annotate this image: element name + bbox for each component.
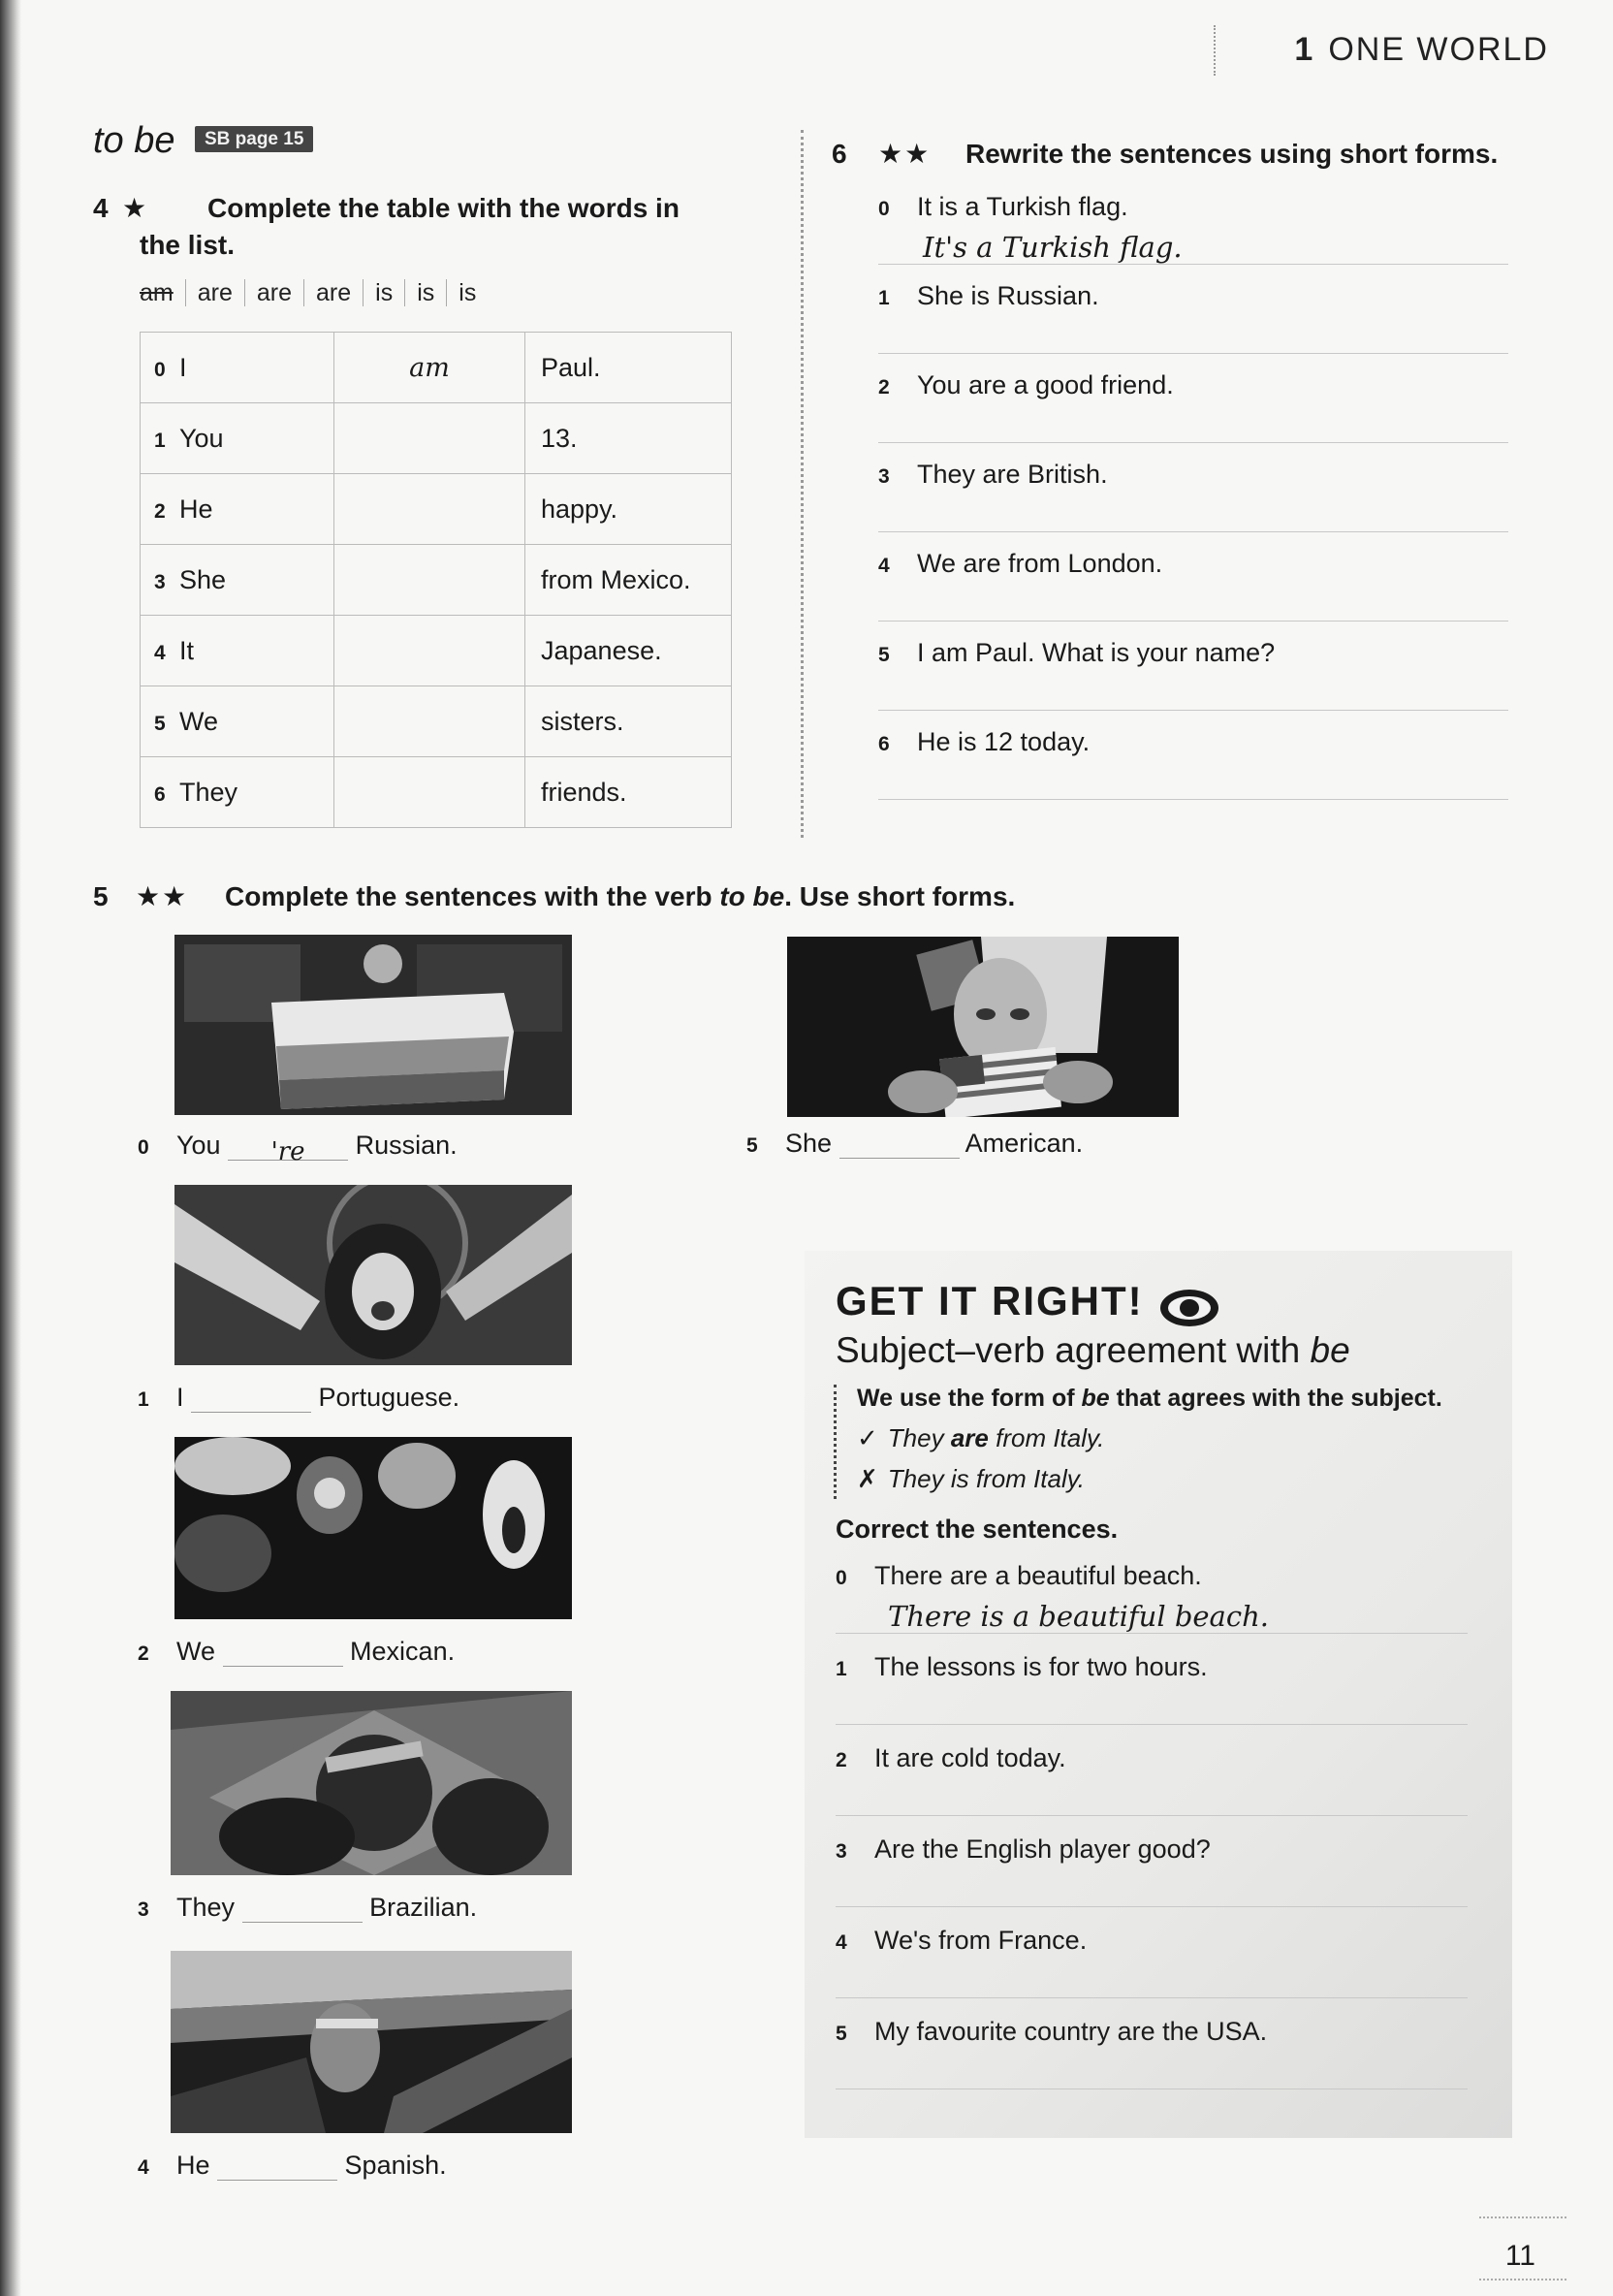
item-subject: I (176, 1383, 184, 1412)
item-number: 2 (138, 1642, 149, 1665)
answer-line[interactable] (836, 2047, 1468, 2089)
word-item: is (363, 279, 404, 306)
item-text: She is Russian. (917, 281, 1099, 310)
ex4-stars: ★ (122, 193, 149, 223)
answer-line[interactable]: There is a beautiful beach. (836, 1591, 1468, 1634)
item-number: 5 (746, 1134, 758, 1157)
row-end: friends. (525, 757, 732, 828)
table-row (141, 757, 732, 828)
verb-cell[interactable] (334, 474, 525, 545)
ex4-heading (93, 190, 752, 264)
ex6-heading (832, 136, 1498, 173)
photo-mexican-fans (174, 1437, 572, 1619)
get-it-right-subtitle (836, 1330, 1350, 1371)
answer-blank[interactable] (217, 2157, 337, 2181)
table-row (141, 403, 732, 474)
ex5-item-4 (138, 2151, 447, 2181)
word-item: is (446, 279, 488, 306)
photo-portuguese-fan (174, 1185, 572, 1365)
ex5-heading (93, 878, 1015, 915)
list-item (878, 460, 1508, 549)
item-subject: She (785, 1129, 833, 1158)
get-it-right-header (836, 1278, 1221, 1334)
item-number: 0 (878, 198, 890, 220)
word-item: am (140, 279, 174, 306)
cross-icon: ✗ (857, 1464, 878, 1493)
item-end: Brazilian. (369, 1893, 478, 1922)
wrong-b: is (950, 1464, 969, 1493)
correct-c: from Italy. (988, 1423, 1105, 1452)
table-row (141, 686, 732, 757)
rule-divider (834, 1385, 837, 1499)
row-number: 3 (154, 570, 166, 593)
row-number: 0 (154, 358, 166, 381)
verb-cell[interactable] (334, 545, 525, 616)
subtitle-a: Subject–verb agreement with (836, 1330, 1311, 1370)
answer-blank[interactable] (223, 1643, 343, 1667)
subtitle-b: be (1310, 1330, 1350, 1370)
list-item (878, 281, 1508, 370)
photo-brazilian-fans (171, 1691, 572, 1875)
list-item (836, 1926, 1468, 2017)
ex6-number: 6 (832, 139, 847, 169)
photo-brazilian-fans-image (171, 1691, 572, 1875)
row-end: Japanese. (525, 616, 732, 686)
eye-icon (1157, 1287, 1221, 1334)
item-text: Are the English player good? (874, 1834, 1211, 1864)
ex5-instruction-b: to be (719, 881, 785, 911)
list-item (836, 1652, 1468, 1743)
answer-line[interactable] (878, 311, 1508, 354)
section-header (93, 120, 313, 162)
row-subject: They (179, 777, 238, 807)
item-text: There are a beautiful beach. (874, 1561, 1202, 1590)
item-number: 2 (836, 1749, 847, 1771)
wrong-c: from Italy. (968, 1464, 1086, 1493)
item-text: It are cold today. (874, 1743, 1066, 1772)
item-number: 4 (878, 555, 890, 577)
list-item (836, 1561, 1468, 1652)
item-number: 5 (836, 2023, 847, 2045)
answer-line[interactable] (878, 579, 1508, 622)
word-item: are (244, 279, 303, 306)
unit-header (1294, 31, 1549, 69)
item-number: 1 (878, 287, 890, 309)
item-number: 1 (836, 1658, 847, 1680)
row-end: happy. (525, 474, 732, 545)
page-number: 11 (1504, 2240, 1535, 2272)
answer-line[interactable] (836, 1773, 1468, 1816)
ex5-instruction-c: . Use short forms. (784, 881, 1016, 911)
list-item (878, 370, 1508, 460)
row-end: sisters. (525, 686, 732, 757)
row-subject: We (179, 706, 219, 736)
verb-cell[interactable] (334, 616, 525, 686)
photo-russian-fan-image (174, 935, 572, 1115)
answer-blank[interactable] (839, 1135, 960, 1159)
row-end: 13. (525, 403, 732, 474)
header-divider (1214, 25, 1216, 76)
list-item (878, 192, 1508, 281)
wrong-example (857, 1464, 1085, 1494)
item-text: We are from London. (917, 549, 1163, 578)
item-text: It is a Turkish flag. (917, 192, 1128, 221)
page-number-rule-top (1479, 2216, 1566, 2218)
row-number: 6 (154, 782, 166, 806)
item-text: The lessons is for two hours. (874, 1652, 1208, 1681)
table-row (141, 545, 732, 616)
item-text: My favourite country are the USA. (874, 2017, 1268, 2046)
item-subject: We (176, 1637, 216, 1666)
row-end: Paul. (525, 333, 732, 403)
book-spine-shadow (0, 0, 21, 2296)
table-row (141, 474, 732, 545)
column-divider (801, 130, 804, 838)
item-text: I am Paul. What is your name? (917, 638, 1276, 667)
ex6-instruction: Rewrite the sentences using short forms. (965, 139, 1499, 169)
unit-title: ONE WORLD (1328, 31, 1549, 68)
item-number: 6 (878, 733, 890, 755)
ex5-item-1 (138, 1383, 459, 1413)
item-number: 4 (836, 1931, 847, 1954)
photo-portuguese-fan-image (174, 1185, 572, 1365)
rule-c: that agrees with the subject. (1109, 1385, 1442, 1412)
item-number: 4 (138, 2156, 149, 2179)
correct-items (836, 1561, 1468, 2108)
row-subject: He (179, 494, 213, 524)
ex5-instruction-a: Complete the sentences with the verb (225, 881, 720, 911)
item-text: We's from France. (874, 1926, 1088, 1955)
verb-cell[interactable] (334, 757, 525, 828)
list-item (836, 1743, 1468, 1834)
answer-line[interactable] (836, 1865, 1468, 1907)
sb-page-badge: SB page 15 (195, 126, 313, 152)
answer-line[interactable]: It's a Turkish flag. (878, 222, 1508, 265)
row-subject: She (179, 564, 227, 594)
answer-blank[interactable] (191, 1389, 311, 1413)
answer-blank[interactable]: 're (228, 1137, 348, 1161)
row-number: 1 (154, 429, 166, 452)
item-number: 0 (836, 1567, 847, 1589)
unit-number: 1 (1294, 31, 1315, 68)
item-number: 3 (878, 465, 890, 488)
word-item: are (185, 279, 244, 306)
photo-american-fan (787, 937, 1179, 1117)
word-item: are (303, 279, 363, 306)
photo-spanish-fan (171, 1951, 572, 2133)
item-text: You are a good friend. (917, 370, 1174, 399)
ex5-item-3 (138, 1893, 477, 1923)
wrong-a: They (887, 1464, 951, 1493)
answer-blank[interactable] (242, 1899, 363, 1923)
item-number: 3 (138, 1898, 149, 1921)
ex4-table (140, 332, 732, 828)
row-number: 5 (154, 712, 166, 735)
photo-russian-fan (174, 935, 572, 1115)
ex5-item-2 (138, 1637, 455, 1667)
ex5-item-5 (746, 1129, 1083, 1159)
row-number: 4 (154, 641, 166, 664)
ex5-stars: ★★ (136, 881, 189, 911)
verb-cell[interactable] (334, 403, 525, 474)
ex6-stars: ★★ (878, 139, 932, 169)
table-row (141, 333, 732, 403)
answer-line[interactable] (878, 668, 1508, 711)
photo-spanish-fan-image (171, 1951, 572, 2133)
rule-b: be (1081, 1385, 1110, 1412)
table-row (141, 616, 732, 686)
ex4-instruction-1: Complete the table with the words in (207, 193, 680, 223)
list-item (878, 549, 1508, 638)
word-item: is (404, 279, 446, 306)
get-it-right-title: GET IT RIGHT! (836, 1278, 1144, 1323)
ex4-number: 4 (93, 193, 109, 223)
item-subject: They (176, 1893, 236, 1922)
item-number: 1 (138, 1388, 149, 1411)
answer-line[interactable] (878, 490, 1508, 532)
item-number: 0 (138, 1136, 149, 1159)
section-title: to be (93, 120, 175, 161)
page-number-rule-bottom (1479, 2279, 1566, 2280)
photo-mexican-fans-image (174, 1437, 572, 1619)
list-item (836, 1834, 1468, 1926)
ex4-word-list (140, 279, 488, 307)
ex6-items (878, 192, 1508, 816)
item-end: Mexican. (350, 1637, 456, 1666)
correct-example (857, 1423, 1104, 1453)
item-subject: He (176, 2151, 210, 2180)
item-text: They are British. (917, 460, 1108, 489)
ex5-item-0 (138, 1131, 458, 1166)
ex5-number: 5 (93, 881, 109, 911)
list-item (878, 638, 1508, 727)
item-number: 3 (836, 1840, 847, 1863)
item-end: American. (965, 1129, 1084, 1158)
row-number: 2 (154, 499, 166, 523)
answer-line[interactable] (836, 1956, 1468, 1998)
list-item (878, 727, 1508, 816)
correct-b: are (950, 1423, 989, 1452)
item-end: Russian. (355, 1131, 458, 1160)
verb-cell[interactable]: am (334, 333, 525, 403)
item-subject: You (176, 1131, 221, 1160)
photo-american-fan-image (787, 937, 1179, 1117)
list-item (836, 2017, 1468, 2108)
rule-a: We use the form of (857, 1385, 1082, 1412)
row-end: from Mexico. (525, 545, 732, 616)
correct-task: Correct the sentences. (836, 1515, 1119, 1544)
check-icon: ✓ (857, 1423, 878, 1452)
answer-line[interactable] (836, 1682, 1468, 1725)
row-subject: It (179, 635, 195, 665)
row-subject: You (179, 423, 224, 453)
answer-line[interactable] (878, 757, 1508, 800)
row-subject: I (179, 352, 187, 382)
item-end: Portuguese. (318, 1383, 460, 1412)
item-end: Spanish. (344, 2151, 447, 2180)
item-text: He is 12 today. (917, 727, 1091, 756)
correct-a: They (887, 1423, 951, 1452)
item-number: 5 (878, 644, 890, 666)
verb-cell[interactable] (334, 686, 525, 757)
answer-line[interactable] (878, 400, 1508, 443)
item-number: 2 (878, 376, 890, 399)
ex4-instruction-2: the list. (140, 230, 236, 260)
rule-line (857, 1385, 1442, 1413)
